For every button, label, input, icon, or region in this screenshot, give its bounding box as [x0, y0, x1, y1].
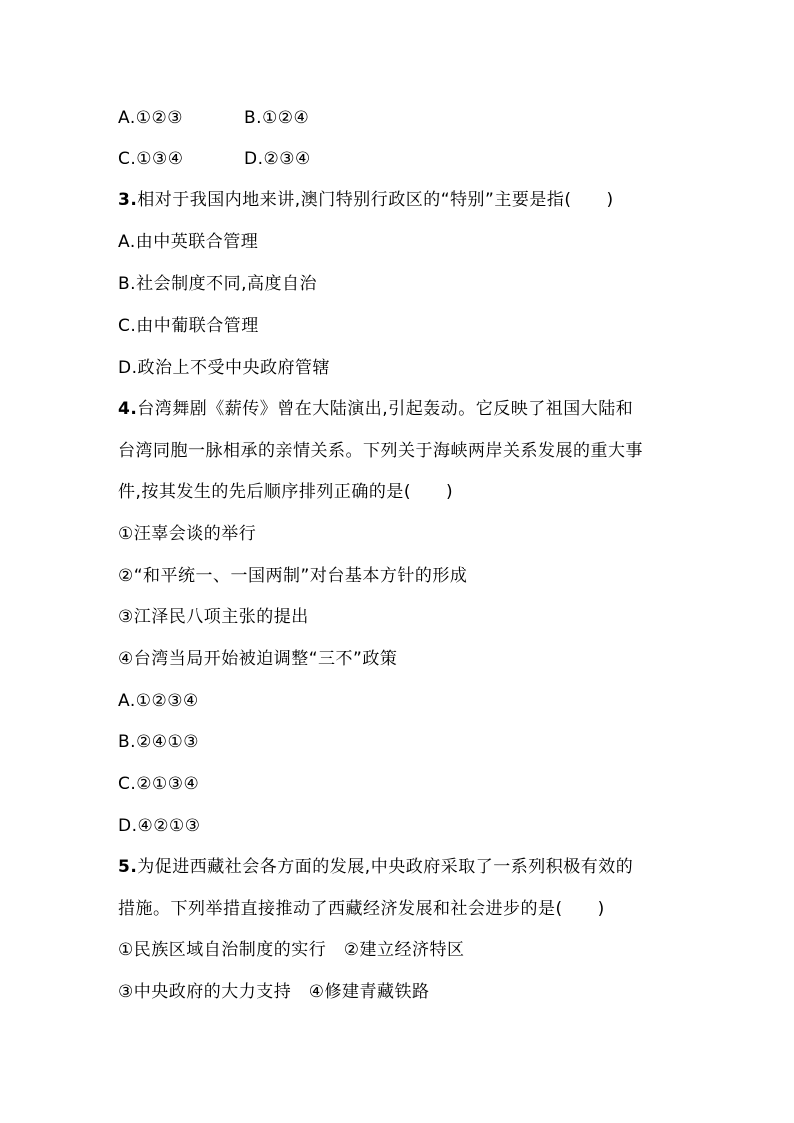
q3-stem: 相对于我国内地来讲,澳门特别行政区的“特别”主要是指( )	[137, 190, 614, 210]
q4-number: 4.	[118, 399, 138, 419]
q4-option-b: B.②④①③	[118, 732, 200, 752]
q4-item-1: ①汪辜会谈的举行	[118, 524, 257, 544]
q4-option-d: D.④②①③	[118, 816, 201, 836]
q5-item-row-2: ③中央政府的大力支持 ④修建青藏铁路	[118, 982, 430, 1002]
q2-option-c: C.①③④	[118, 149, 184, 169]
q5-number: 5.	[118, 857, 138, 877]
q4-stem-line-3: 件,按其发生的先后顺序排列正确的是( )	[118, 482, 454, 502]
q5-stem-line-2: 措施。下列举措直接推动了西藏经济发展和社会进步的是( )	[118, 899, 605, 919]
q3-number: 3.	[118, 190, 138, 210]
q3-option-d: D.政治上不受中央政府管辖	[118, 358, 330, 378]
q4-item-4: ④台湾当局开始被迫调整“三不”政策	[118, 649, 398, 669]
q3-stem-line	[118, 188, 614, 212]
q2-option-b: B.①②④	[244, 108, 310, 128]
q5-stem-line-1	[118, 855, 633, 879]
q5-stem-text-1: 为促进西藏社会各方面的发展,中央政府采取了一系列积极有效的	[137, 857, 634, 877]
q4-item-3: ③江泽民八项主张的提出	[118, 607, 309, 627]
q4-option-c: C.②①③④	[118, 774, 200, 794]
q2-option-d: D.②③④	[244, 149, 311, 169]
q3-option-b: B.社会制度不同,高度自治	[118, 274, 317, 294]
q3-option-c: C.由中葡联合管理	[118, 316, 259, 336]
q4-stem-line-1	[118, 397, 633, 421]
q2-option-a: A.①②③	[118, 108, 183, 128]
q4-item-2: ②“和平统一、一国两制”对台基本方针的形成	[118, 566, 468, 586]
q4-stem-text-1: 台湾舞剧《薪传》曾在大陆演出,引起轰动。它反映了祖国大陆和	[137, 399, 634, 419]
q4-option-a: A.①②③④	[118, 691, 199, 711]
q5-item-row-1: ①民族区域自治制度的实行 ②建立经济特区	[118, 940, 465, 960]
q3-option-a: A.由中英联合管理	[118, 232, 259, 252]
q4-stem-line-2: 台湾同胞一脉相承的亲情关系。下列关于海峡两岸关系发展的重大事	[118, 441, 643, 461]
